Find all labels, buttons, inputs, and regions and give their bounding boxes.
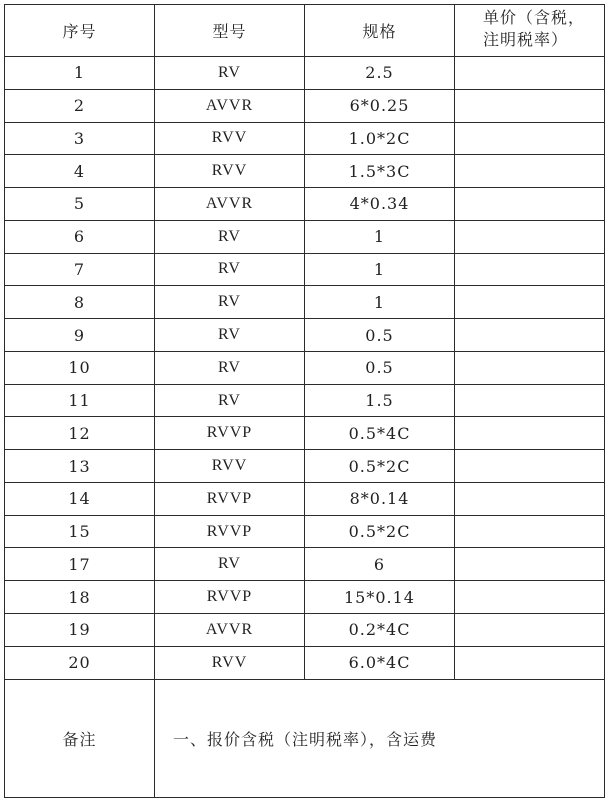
cell-price (455, 384, 605, 417)
table-row (5, 122, 605, 155)
table-body (5, 57, 605, 798)
cell-spec: 1.5 (305, 384, 455, 417)
header-seq: 序号 (5, 5, 155, 57)
cell-model: RVV (155, 155, 305, 188)
cell-price (455, 351, 605, 384)
cell-price (455, 319, 605, 352)
cell-price (455, 450, 605, 483)
table-row (5, 646, 605, 679)
cell-spec: 2.5 (305, 57, 455, 90)
cell-spec: 1 (305, 220, 455, 253)
cell-model: AVVR (155, 89, 305, 122)
cell-price (455, 646, 605, 679)
table-row (5, 482, 605, 515)
cell-seq: 17 (5, 548, 155, 581)
cell-price (455, 581, 605, 614)
cell-spec: 1.5*3C (305, 155, 455, 188)
cell-seq: 20 (5, 646, 155, 679)
cell-seq: 10 (5, 351, 155, 384)
cell-seq: 11 (5, 384, 155, 417)
table-row (5, 57, 605, 90)
remarks-text: 一、报价含税（注明税率），含运费 (155, 679, 605, 797)
table-row (5, 286, 605, 319)
cell-model: RV (155, 384, 305, 417)
cell-model: RVV (155, 646, 305, 679)
cell-model: RVVP (155, 515, 305, 548)
cell-spec: 0.5 (305, 319, 455, 352)
cell-model: RVV (155, 122, 305, 155)
cell-price (455, 482, 605, 515)
cell-price (455, 515, 605, 548)
cell-model: RV (155, 351, 305, 384)
cell-spec: 0.2*4C (305, 614, 455, 647)
table-row (5, 614, 605, 647)
cell-seq: 9 (5, 319, 155, 352)
cell-spec: 1 (305, 286, 455, 319)
header-model: 型号 (155, 5, 305, 57)
table-row (5, 417, 605, 450)
cell-seq: 18 (5, 581, 155, 614)
cell-spec: 4*0.34 (305, 188, 455, 221)
cell-spec: 6.0*4C (305, 646, 455, 679)
cell-model: RVVP (155, 482, 305, 515)
cell-model: RVVP (155, 581, 305, 614)
cell-spec: 8*0.14 (305, 482, 455, 515)
cell-price (455, 286, 605, 319)
header-price (455, 5, 605, 57)
table-row (5, 89, 605, 122)
cell-spec: 0.5 (305, 351, 455, 384)
cell-model: RV (155, 57, 305, 90)
table-row (5, 220, 605, 253)
cell-seq: 1 (5, 57, 155, 90)
cell-seq: 4 (5, 155, 155, 188)
cell-model: RV (155, 319, 305, 352)
cell-price (455, 614, 605, 647)
cell-model: RVV (155, 450, 305, 483)
cell-price (455, 155, 605, 188)
table-row (5, 450, 605, 483)
cell-spec: 0.5*2C (305, 515, 455, 548)
cell-price (455, 417, 605, 450)
cell-price (455, 122, 605, 155)
cell-seq: 15 (5, 515, 155, 548)
header-price-line1: 单价（含税， (483, 8, 586, 27)
cell-model: RV (155, 253, 305, 286)
cell-spec: 1.0*2C (305, 122, 455, 155)
cell-model: AVVR (155, 614, 305, 647)
cell-model: RV (155, 220, 305, 253)
table-row (5, 581, 605, 614)
header-spec: 规格 (305, 5, 455, 57)
cell-spec: 0.5*4C (305, 417, 455, 450)
cell-price (455, 188, 605, 221)
cell-seq: 5 (5, 188, 155, 221)
cell-price (455, 57, 605, 90)
price-table (4, 4, 605, 798)
table-row (5, 351, 605, 384)
table-row (5, 188, 605, 221)
cell-spec: 6*0.25 (305, 89, 455, 122)
cell-model: AVVR (155, 188, 305, 221)
cell-price (455, 548, 605, 581)
cell-price (455, 220, 605, 253)
cell-seq: 14 (5, 482, 155, 515)
cell-seq: 8 (5, 286, 155, 319)
cell-seq: 2 (5, 89, 155, 122)
cell-model: RV (155, 286, 305, 319)
cell-model: RVVP (155, 417, 305, 450)
cell-spec: 1 (305, 253, 455, 286)
cell-spec: 6 (305, 548, 455, 581)
cell-price (455, 253, 605, 286)
cell-spec: 0.5*2C (305, 450, 455, 483)
cell-seq: 6 (5, 220, 155, 253)
table-row (5, 548, 605, 581)
cell-model: RV (155, 548, 305, 581)
cell-seq: 3 (5, 122, 155, 155)
remarks-row (5, 679, 605, 797)
cell-seq: 13 (5, 450, 155, 483)
table-row (5, 155, 605, 188)
table-row (5, 319, 605, 352)
cell-seq: 19 (5, 614, 155, 647)
table-row (5, 253, 605, 286)
header-row (5, 5, 605, 57)
table-row (5, 384, 605, 417)
cell-seq: 7 (5, 253, 155, 286)
cell-price (455, 89, 605, 122)
table-row (5, 515, 605, 548)
header-price-line2: 注明税率） (483, 30, 569, 49)
cell-spec: 15*0.14 (305, 581, 455, 614)
cell-seq: 12 (5, 417, 155, 450)
remarks-label: 备注 (5, 679, 155, 797)
